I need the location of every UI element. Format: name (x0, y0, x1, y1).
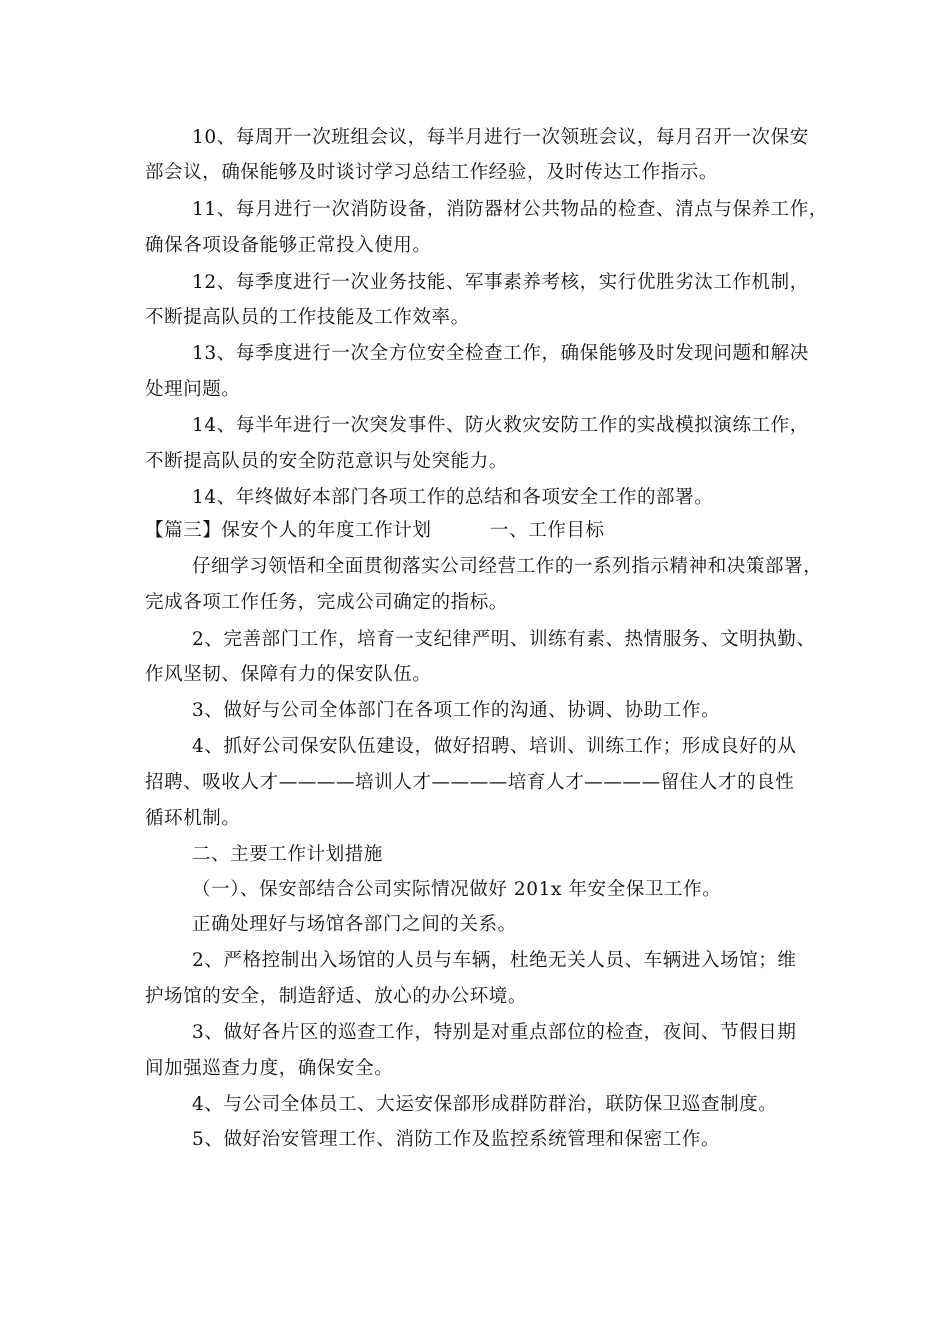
paragraph-line: 正确处理好与场馆各部门之间的关系。 (192, 914, 517, 935)
paragraph-line: 5、做好治安管理工作、消防工作及监控系统管理和保密工作。 (192, 1129, 721, 1150)
paragraph-line: 11、每月进行一次消防设备，消防器材公共物品的检查、清点与保养工作， (192, 199, 828, 220)
section-heading: 【篇三】保安个人的年度工作计划 (145, 520, 432, 541)
paragraph-line: 完成各项工作任务，完成公司确定的指标。 (145, 592, 508, 613)
section-heading: 二、主要工作计划措施 (192, 844, 384, 865)
paragraph-line: 4、与公司全体员工、大运安保部形成群防群治，联防保卫巡查制度。 (192, 1094, 778, 1115)
paragraph-line: 2、严格控制出入场馆的人员与车辆，杜绝无关人员、车辆进入场馆；维 (192, 950, 797, 971)
paragraph-line: 不断提高队员的工作技能及工作效率。 (145, 307, 470, 328)
paragraph-line: （一）、保安部结合公司实际情况做好 201x 年安全保卫工作。 (192, 879, 722, 900)
paragraph-line: 3、做好各片区的巡查工作，特别是对重点部位的检查，夜间、节假日期 (192, 1022, 797, 1043)
paragraph-line: 处理问题。 (145, 379, 241, 400)
paragraph-line: 10、每周开一次班组会议，每半月进行一次领班会议，每月召开一次保安 (192, 127, 809, 148)
paragraph-line: 循环机制。 (145, 808, 241, 829)
paragraph-line: 作风坚韧、保障有力的保安队伍。 (145, 664, 432, 685)
paragraph-line: 12、每季度进行一次业务技能、军事素养考核，实行优胜劣汰工作机制， (192, 272, 809, 293)
paragraph-line: 间加强巡查力度，确保安全。 (145, 1058, 394, 1079)
paragraph-line: 14、每半年进行一次突发事件、防火救灾安防工作的实战模拟演练工作， (192, 415, 809, 436)
paragraph-line: 仔细学习领悟和全面贯彻落实公司经营工作的一系列指示精神和决策部署， (192, 556, 823, 577)
paragraph-line: 3、做好与公司全体部门在各项工作的沟通、协调、协助工作。 (192, 700, 721, 721)
subsection-heading: 一、工作目标 (490, 520, 605, 541)
paragraph-line: 13、每季度进行一次全方位安全检查工作，确保能够及时发现问题和解决 (192, 343, 809, 364)
paragraph-line: 招聘、吸收人才————培训人才————培育人才————留住人才的良性 (145, 772, 795, 793)
paragraph-line: 4、抓好公司保安队伍建设，做好招聘、培训、训练工作；形成良好的从 (192, 736, 797, 757)
paragraph-line: 不断提高队员的安全防范意识与处突能力。 (145, 451, 508, 472)
paragraph-line: 确保各项设备能够正常投入使用。 (145, 235, 432, 256)
paragraph-line: 2、完善部门工作，培育一支纪律严明、训练有素、热情服务、文明执勤、 (192, 629, 816, 650)
paragraph-line: 14、年终做好本部门各项工作的总结和各项安全工作的部署。 (192, 487, 714, 508)
paragraph-line: 护场馆的安全，制造舒适、放心的办公环境。 (145, 986, 528, 1007)
paragraph-line: 部会议，确保能够及时谈讨学习总结工作经验，及时传达工作指示。 (145, 162, 719, 183)
